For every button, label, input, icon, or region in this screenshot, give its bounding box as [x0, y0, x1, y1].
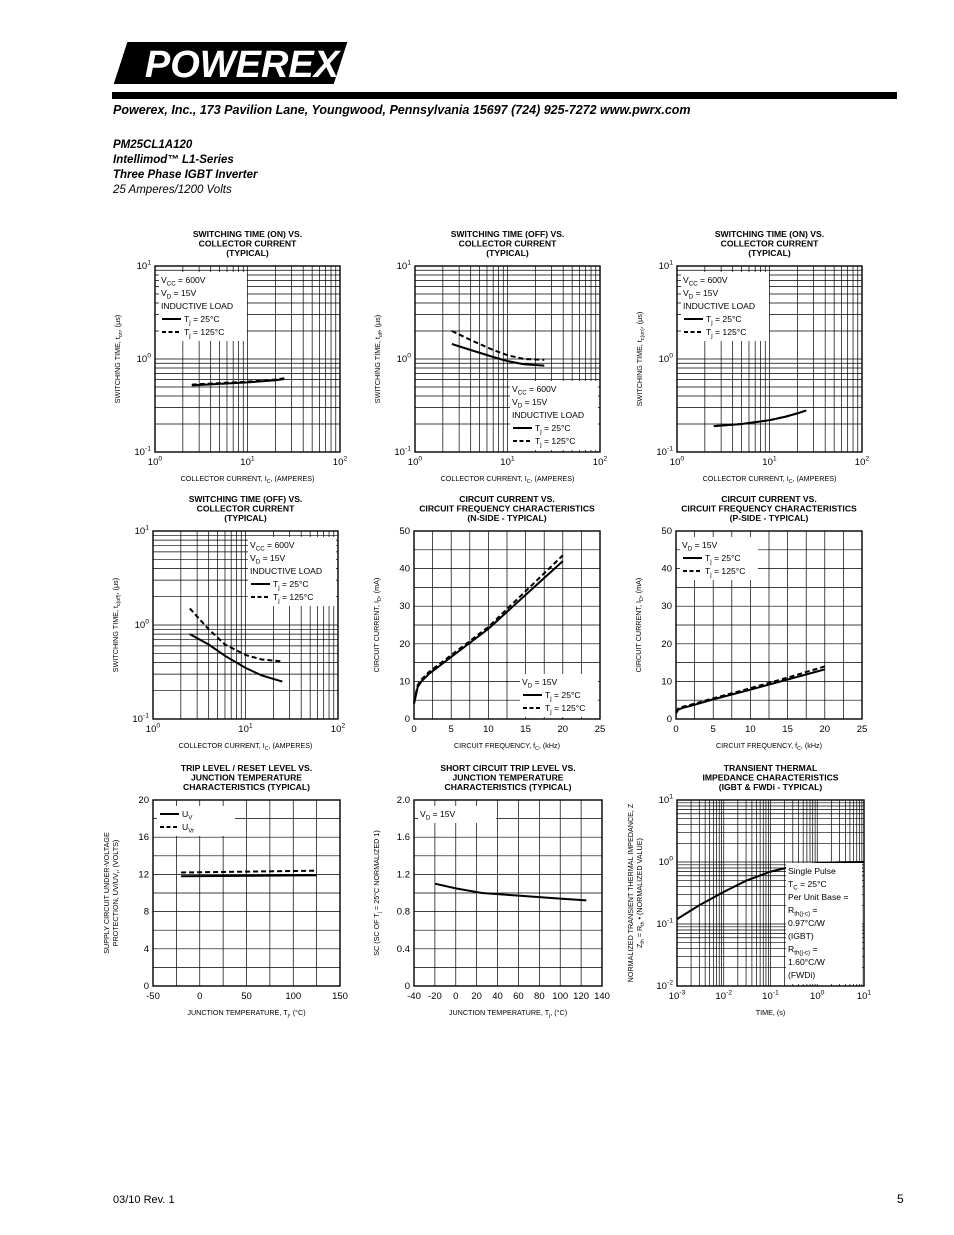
y-axis-label: SWITCHING TIME, $t_{c(on)}$, (μs): [635, 311, 647, 407]
legend-text: 1.60°C/W: [788, 957, 825, 967]
legend-text: $V_D = 15V$: [522, 677, 558, 690]
chart-title-line: CIRCUIT CURRENT VS.: [721, 494, 817, 504]
series-line-1: [435, 884, 586, 901]
legend-text: $V_D = 15V$: [250, 553, 286, 566]
y-tick-label: $10^0$: [134, 618, 149, 631]
x-tick-label: 80: [534, 991, 545, 1002]
x-tick-label: $10^{-2}$: [715, 989, 733, 1002]
x-tick-label: 100: [285, 991, 302, 1002]
x-tick-label: $10^0$: [147, 455, 163, 468]
y-axis-label: PROTECTION, $UV/UV_r$, (VOLTS): [111, 839, 123, 947]
revision-label: 03/10 Rev. 1: [113, 1194, 175, 1206]
x-axis-label: CIRCUIT FREQUENCY, $f_C$, (kHz): [715, 741, 823, 753]
legend-entry: $T_j = 25^\circ C$: [535, 423, 571, 436]
x-tick-label: $10^2$: [592, 455, 608, 468]
y-tick-label: 2.0: [396, 795, 410, 806]
chart-title-line: SWITCHING TIME (ON) VS.: [714, 229, 825, 239]
part-number: PM25CL1A120: [113, 139, 193, 151]
x-tick-label: 150: [332, 991, 348, 1002]
y-tick-label: 0: [404, 714, 410, 725]
x-tick-label: 100: [552, 991, 569, 1002]
x-tick-label: 20: [471, 991, 482, 1002]
y-tick-label: $10^1$: [658, 793, 673, 806]
page-number: 5: [897, 1192, 904, 1206]
x-tick-label: $10^0$: [407, 455, 423, 468]
legend-text: $V_D = 15V$: [420, 809, 456, 822]
legend-entry: $T_j = 125^\circ C$: [706, 327, 747, 340]
product-rating: 25 Amperes/1200 Volts: [113, 184, 232, 196]
y-tick-label: 1.2: [396, 869, 410, 881]
x-tick-label: -50: [146, 991, 160, 1002]
legend-text: INDUCTIVE LOAD: [512, 410, 585, 420]
x-tick-label: 40: [492, 991, 503, 1002]
y-tick-label: $10^1$: [396, 259, 411, 272]
y-tick-label: $10^0$: [658, 855, 673, 868]
x-axis-label: TIME, (s): [755, 1008, 786, 1017]
y-tick-label: 40: [399, 563, 410, 575]
y-tick-label: 50: [399, 526, 410, 537]
y-tick-label: 50: [661, 526, 672, 537]
chart-title-line: JUNCTION TEMPERATURE: [452, 772, 564, 783]
y-tick-label: $10^1$: [136, 259, 151, 272]
y-tick-label: 10: [661, 676, 672, 688]
x-tick-label: $10^1$: [238, 722, 253, 735]
x-tick-label: 25: [594, 724, 606, 735]
legend-entry: $T_j = 25^\circ C$: [273, 579, 309, 592]
legend-text: $V_{CC} = 600V$: [512, 384, 557, 397]
legend-entry: $U_V$: [182, 809, 193, 822]
y-axis-label-line1: NORMALIZED TRANSIENT THERMAL IMPEDANCE, Z: [626, 803, 635, 983]
chart-1: [113, 229, 347, 485]
y-tick-label: 10: [399, 676, 410, 688]
x-tick-label: $10^1$: [856, 989, 872, 1002]
legend-entry: $U_{Vr}$: [182, 822, 195, 835]
legend-text: INDUCTIVE LOAD: [250, 566, 323, 576]
chart-title-line: (TYPICAL): [226, 248, 269, 258]
x-tick-label: $10^2$: [330, 722, 346, 735]
series-line-2: [452, 331, 545, 360]
x-axis-label: COLLECTOR CURRENT, $I_C$, (AMPERES): [180, 474, 315, 486]
y-tick-label: 0.4: [396, 943, 410, 955]
y-axis-label: $Z_{th} = R_{th}$ • (NORMALIZED VALUE): [635, 838, 647, 948]
legend-text: $V_{CC} = 600V$: [161, 275, 206, 288]
y-tick-label: 20: [399, 638, 410, 650]
x-tick-label: 120: [573, 991, 590, 1002]
x-tick-label: 0: [197, 991, 203, 1002]
chart-4: [111, 494, 345, 752]
x-tick-label: 10: [745, 724, 756, 735]
x-tick-label: 5: [710, 724, 716, 735]
series-line-1: [452, 344, 545, 366]
chart-title-line: CHARACTERISTICS (TYPICAL): [444, 782, 572, 792]
y-tick-label: $10^0$: [658, 352, 673, 365]
legend-entry: $T_j = 125^\circ C$: [705, 566, 746, 579]
x-tick-label: $10^{-1}$: [762, 989, 779, 1002]
chart-title-line: CHARACTERISTICS (TYPICAL): [183, 782, 310, 792]
legend-entry: $T_j = 25^\circ C$: [705, 553, 741, 566]
y-tick-label: 8: [143, 906, 149, 918]
x-tick-label: 25: [856, 724, 868, 735]
legend-text: (FWDi): [788, 970, 816, 980]
legend-text: $V_{CC} = 600V$: [250, 540, 295, 553]
x-axis-label: COLLECTOR CURRENT, $I_C$, (AMPERES): [178, 741, 313, 753]
chart-title-line: CIRCUIT FREQUENCY CHARACTERISTICS: [419, 503, 595, 514]
legend-text: (IGBT): [788, 931, 814, 941]
x-axis-label: COLLECTOR CURRENT, $I_C$, (AMPERES): [702, 474, 837, 486]
y-axis-label: CIRCUIT CURRENT, $I_D$, (mA): [372, 577, 384, 673]
chart-title-line: CIRCUIT CURRENT VS.: [459, 494, 555, 504]
legend-entry: $T_j = 125^\circ C$: [545, 703, 586, 716]
y-axis-label-line1: SUPPLY CIRCUIT UNDER-VOLTAGE: [102, 832, 111, 954]
y-tick-label: $10^{-1}$: [132, 712, 149, 725]
legend-entry: $T_j = 25^\circ C$: [706, 314, 742, 327]
y-tick-label: $10^{-1}$: [656, 917, 673, 930]
y-tick-label: $10^0$: [396, 352, 411, 365]
x-tick-label: 5: [448, 724, 454, 735]
y-tick-label: $10^{-1}$: [656, 445, 673, 458]
chart-title-line: SWITCHING TIME (OFF) VS.: [450, 229, 565, 239]
y-axis-label: SWITCHING TIME, $t_{on}$, (μs): [113, 314, 125, 404]
chart-title-line: TRANSIENT THERMAL: [723, 763, 818, 773]
legend-text: $V_D = 15V$: [161, 288, 197, 301]
legend-text: $R_{th(j-c)}$ =: [788, 944, 818, 957]
y-tick-label: 20: [138, 795, 149, 806]
chart-title-line: (P-SIDE - TYPICAL): [729, 513, 809, 523]
y-tick-label: $10^{-1}$: [394, 445, 411, 458]
x-tick-label: 15: [782, 724, 793, 735]
legend-entry: $T_j = 125^\circ C$: [273, 592, 314, 605]
x-tick-label: $10^{-3}$: [668, 989, 686, 1002]
legend-text: 0.97°C/W: [788, 918, 825, 928]
x-tick-label: 140: [594, 991, 610, 1002]
chart-title-line: TRIP LEVEL / RESET LEVEL VS.: [180, 763, 313, 773]
x-tick-label: -40: [407, 991, 421, 1002]
legend-text: INDUCTIVE LOAD: [683, 301, 756, 311]
chart-title-line: (IGBT & FWDi - TYPICAL): [718, 782, 823, 792]
x-axis-label: JUNCTION TEMPERATURE, $T_j$, (°C): [187, 1008, 306, 1020]
series-line-2: [181, 871, 317, 873]
legend-box: [157, 806, 235, 836]
chart-title-line: (TYPICAL): [486, 248, 529, 258]
y-tick-label: 20: [661, 638, 672, 650]
y-tick-label: 0: [143, 981, 149, 992]
chart-9: [626, 763, 871, 1017]
chart-8: [372, 763, 610, 1019]
legend-text: Per Unit Base =: [788, 892, 849, 902]
x-tick-label: 0: [453, 991, 459, 1002]
y-tick-label: $10^{-2}$: [656, 979, 673, 992]
x-tick-label: 20: [557, 724, 569, 735]
chart-title-line: COLLECTOR CURRENT: [196, 503, 295, 514]
y-axis-label: SWITCHING TIME, $t_{c(off)}$, (μs): [111, 577, 123, 673]
chart-7: [102, 763, 348, 1019]
chart-title-line: SWITCHING TIME (ON) VS.: [192, 229, 303, 239]
x-tick-label: $10^1$: [500, 455, 515, 468]
y-axis-label: CIRCUIT CURRENT, $I_D$, (mA): [634, 577, 646, 673]
legend-text: $V_D = 15V$: [683, 288, 719, 301]
x-tick-label: -20: [428, 991, 442, 1002]
legend-text: $V_D = 15V$: [512, 397, 548, 410]
x-tick-label: 0: [411, 724, 417, 735]
chart-3: [635, 229, 869, 485]
y-axis-label: SWITCHING TIME, $t_{off}$, (μs): [373, 314, 385, 404]
y-tick-label: 40: [661, 563, 672, 575]
chart-title-line: IMPEDANCE CHARACTERISTICS: [702, 772, 839, 783]
chart-title-line: COLLECTOR CURRENT: [720, 238, 819, 249]
legend-text: $R_{th(j-c)}$ =: [788, 905, 818, 918]
company-address: Powerex, Inc., 173 Pavilion Lane, Youngwood, Pennsylvania 15697 (724) 925-7272 www.pwrx.com: [113, 103, 691, 117]
y-tick-label: $10^0$: [136, 352, 151, 365]
x-tick-label: $10^2$: [854, 455, 870, 468]
y-tick-label: $10^{-1}$: [134, 445, 151, 458]
legend-text: INDUCTIVE LOAD: [161, 301, 234, 311]
x-axis-label: COLLECTOR CURRENT, $I_C$, (AMPERES): [440, 474, 575, 486]
y-tick-label: 30: [399, 601, 410, 613]
chart-title-line: (TYPICAL): [224, 513, 267, 523]
y-tick-label: 0.8: [396, 906, 410, 918]
y-tick-label: 1.6: [396, 832, 410, 844]
chart-title-line: COLLECTOR CURRENT: [458, 238, 557, 249]
x-axis-label: CIRCUIT FREQUENCY, $f_C$, (kHz): [453, 741, 561, 753]
series-line-1: [181, 875, 317, 876]
y-tick-label: $10^1$: [134, 524, 149, 537]
x-tick-label: $10^1$: [762, 455, 777, 468]
y-tick-label: 4: [143, 943, 149, 955]
chart-title-line: CIRCUIT FREQUENCY CHARACTERISTICS: [681, 503, 857, 514]
x-tick-label: $10^0$: [145, 722, 161, 735]
legend-text: $T_C = 25^\circ C$: [788, 879, 827, 892]
x-tick-label: 0: [673, 724, 679, 735]
x-tick-label: 60: [513, 991, 524, 1002]
chart-title-line: SWITCHING TIME (OFF) VS.: [188, 494, 303, 504]
legend-entry: $T_j = 25^\circ C$: [545, 690, 581, 703]
legend-text: Single Pulse: [788, 866, 836, 876]
legend-text: $V_D = 15V$: [682, 540, 718, 553]
product-series: Intellimod™ L1-Series: [113, 154, 234, 166]
chart-grid-lines: [414, 800, 602, 986]
y-tick-label: 0: [666, 714, 672, 725]
y-axis-label: SC (SC OF $T_j = 25^\circ C$ NORMALIZED 1): [372, 830, 384, 956]
x-tick-label: $10^0$: [669, 455, 685, 468]
x-tick-label: 20: [819, 724, 831, 735]
chart-title-line: JUNCTION TEMPERATURE: [190, 772, 303, 783]
chart-title-line: SHORT CIRCUIT TRIP LEVEL VS.: [440, 763, 576, 773]
x-tick-label: 10: [483, 724, 494, 735]
y-tick-label: 16: [138, 832, 149, 844]
chart-2: [373, 229, 607, 485]
y-tick-label: $10^1$: [658, 259, 673, 272]
legend-entry: $T_j = 125^\circ C$: [535, 436, 576, 449]
x-axis-label: JUNCTION TEMPERATURE, $T_j$, (°C): [448, 1008, 568, 1020]
legend-entry: $T_j = 25^\circ C$: [184, 314, 220, 327]
chart-6: [634, 494, 867, 752]
chart-title-line: (TYPICAL): [748, 248, 791, 258]
chart-title-line: (N-SIDE - TYPICAL): [467, 513, 547, 523]
x-tick-label: 15: [520, 724, 531, 735]
logo-text: POWEREX: [144, 44, 340, 86]
chart-5: [372, 494, 605, 752]
legend-text: $V_{CC} = 600V$: [683, 275, 728, 288]
chart-title-line: COLLECTOR CURRENT: [198, 238, 297, 249]
x-tick-label: 50: [241, 991, 252, 1002]
x-tick-label: $10^2$: [332, 455, 348, 468]
product-description: Three Phase IGBT Inverter: [113, 169, 258, 181]
legend-entry: $T_j = 125^\circ C$: [184, 327, 225, 340]
y-tick-label: 12: [138, 869, 149, 881]
y-tick-label: 0: [404, 981, 410, 992]
y-tick-label: 30: [661, 601, 672, 613]
x-tick-label: $10^1$: [240, 455, 255, 468]
x-tick-label: $10^0$: [810, 989, 825, 1002]
